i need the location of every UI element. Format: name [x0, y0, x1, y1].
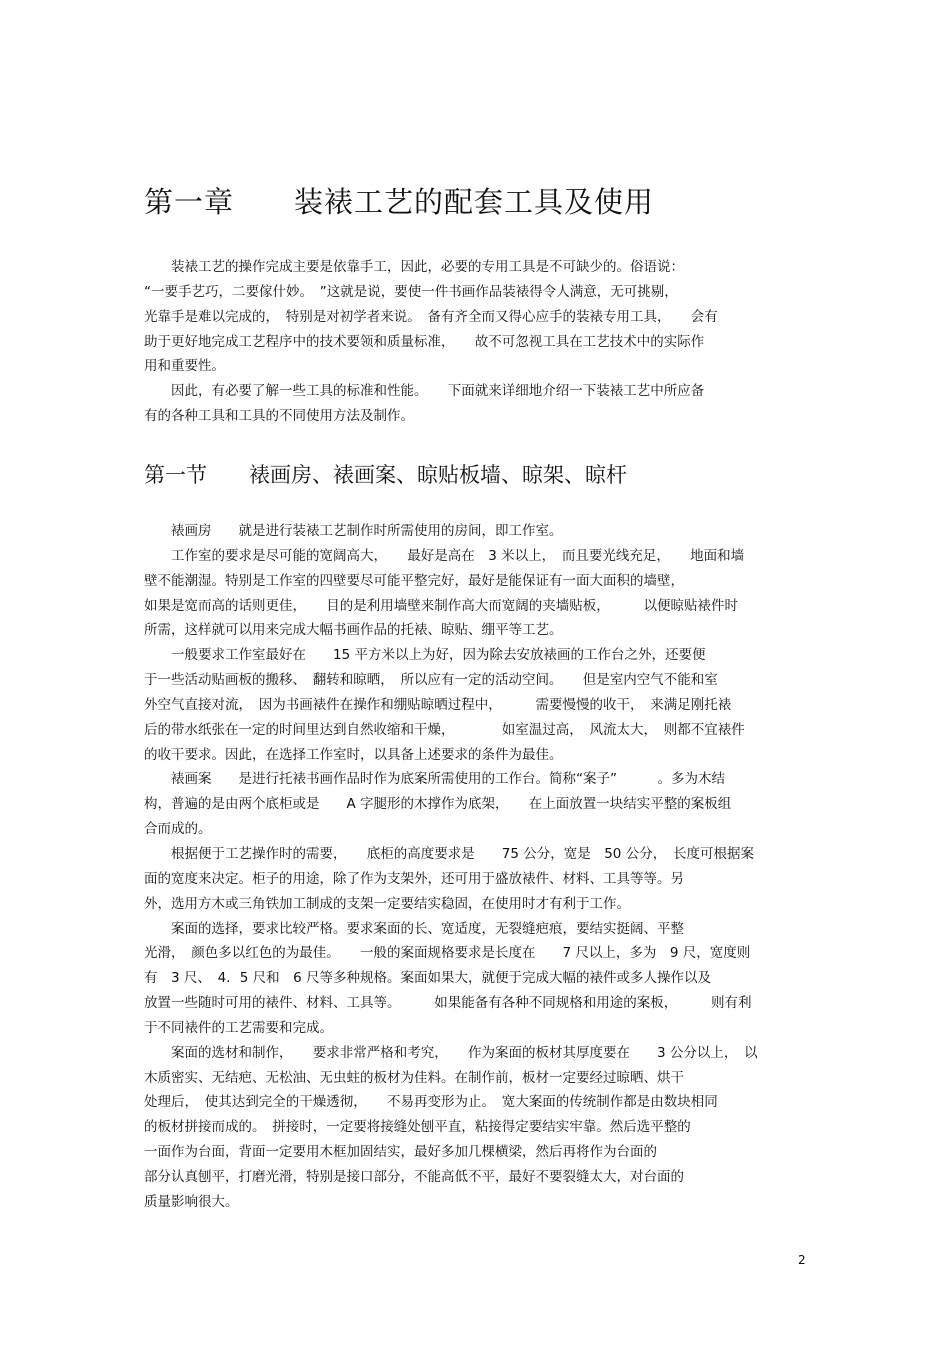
text-line: 助于更好地完成工艺程序中的技术要领和质量标准， 故不可忽视工具在工艺技术中的实际作	[144, 333, 705, 350]
section-title: 第一节 裱画房、裱画案、晾贴板墙、晾架、晾杆	[144, 463, 627, 487]
text-line: 有 3 尺、 4．5 尺和 6 尺等多种规格。案面如果大，就便于完成大幅的裱件或多人操作以及	[144, 970, 711, 987]
chapter-title: 第一章 装裱工艺的配套工具及使用	[144, 185, 655, 219]
text-line: 裱画房 就是进行装裱工艺制作时所需使用的房间，即工作室。	[144, 523, 563, 539]
text-line: 所需，这样就可以用来完成大幅书画作品的托裱、晾贴、绷平等工艺。	[144, 622, 563, 639]
text-line: 于一些活动贴画板的搬移、 翻转和晾晒， 所以应有一定的活动空间。 但是室内空气不能和室	[144, 672, 718, 689]
text-line: 用和重要性。	[144, 358, 225, 375]
text-line: 装裱工艺的操作完成主要是依靠手工，因此，必要的专用工具是不可缺少的。俗语说：	[144, 259, 684, 275]
text-line: 后的带水纸张在一定的时间里达到自然收缩和干燥， 如室温过高， 风流太大， 则都不宜裱件	[144, 721, 745, 738]
text-line: 于不同裱件的工艺需要和完成。	[144, 1019, 333, 1036]
text-line: 的收干要求。因此，在选择工作室时，以具备上述要求的条件为最佳。	[144, 746, 563, 763]
text-line: 的板材拼接而成的。 拼接时，一定要将接缝处刨平直，粘接得定要结实牢靠。然后选平整的	[144, 1119, 691, 1136]
text-line: 光滑， 颜色多以红色的为最佳。 一般的案面规格要求是长度在 7 尺以上，多为 9 尺，宽度则	[144, 945, 751, 962]
text-line: 案面的选择，要求比较严格。要求案面的长、宽适度，无裂缝疤痕，要结实挺阔、平整	[144, 920, 684, 937]
section-body	[144, 519, 804, 1215]
text-line: 放置一些随时可用的裱件、材料、工具等。 如果能备有各种不同规格和用途的案板， 则有利	[144, 995, 752, 1012]
text-line: 合而成的。	[144, 821, 212, 838]
text-line: 外空气直接对流， 因为书画裱件在操作和绷贴晾晒过程中， 需要慢慢的收干， 来满足刚托裱	[144, 696, 732, 713]
text-line: 一面作为台面，背面一定要用木框加固结实，最好多加几棵横梁，然后再将作为台面的	[144, 1144, 657, 1161]
text-line: “一要手艺巧，二要傢什妙。 ”这就是说，要使一件书画作品装裱得令人满意，无可挑剔，	[144, 283, 678, 300]
text-line: 壁不能潮湿。特别是工作室的四壁要尽可能平整完好，最好是能保证有一面大面积的墙壁，	[144, 572, 684, 589]
text-line: 裱画案 是进行托裱书画作品时作为底案所需使用的工作台。简称“案子” 。多为木结	[144, 771, 725, 788]
intro-paragraphs	[144, 255, 804, 429]
text-line: 一般要求工作室最好在 15 平方米以上为好，因为除去安放裱画的工作台之外，还要便	[144, 647, 706, 664]
text-line: 工作室的要求是尽可能的宽阔高大， 最好是高在 3 米以上， 而且要光线充足， 地面和墙	[144, 547, 745, 564]
text-line: 构，普遍的是由两个底柜或是 A 字腿形的木撑作为底架， 在上面放置一块结实平整的案板组	[144, 796, 732, 813]
text-line: 如果是宽而高的话则更佳， 目的是利用墙壁来制作高大而宽阔的夹墙贴板， 以便晾贴裱件时	[144, 597, 738, 614]
text-line: 木质密实、无结疤、无松油、无虫蛀的板材为佳料。在制作前，板材一定要经过晾晒、烘干	[144, 1069, 684, 1086]
text-line: 外，选用方木或三角铁加工制成的支架一定要结实稳固，在使用时才有利于工作。	[144, 895, 630, 912]
text-line: 根据便于工艺操作时的需要， 底柜的高度要求是 75 公分，宽是 50 公分， 长度可根据案	[144, 845, 754, 862]
text-line: 案面的选材和制作， 要求非常严格和考究， 作为案面的板材其厚度要在 3 公分以上， 以	[144, 1044, 758, 1061]
text-line: 处理后， 使其达到完全的干燥透彻， 不易再变形为止。 宽大案面的传统制作都是由数块相同	[144, 1094, 718, 1111]
text-line: 面的宽度来决定。柜子的用途，除了作为支架外，还可用于盛放裱件、材料、工具等等。另	[144, 870, 684, 887]
text-line: 有的各种工具和工具的不同使用方法及制作。	[144, 408, 414, 425]
page-number: 2	[798, 1253, 806, 1267]
text-line: 因此，有必要了解一些工具的标准和性能。 下面就来详细地介绍一下装裱工艺中所应备	[144, 383, 705, 400]
text-line: 部分认真刨平，打磨光滑，特别是接口部分，不能高低不平，最好不要裂缝太大，对台面的	[144, 1168, 684, 1185]
text-line: 质量影响很大。	[144, 1193, 239, 1210]
text-line: 光靠手是难以完成的， 特别是对初学者来说。 备有齐全而又得心应手的装裱专用工具， 会有	[144, 308, 718, 325]
